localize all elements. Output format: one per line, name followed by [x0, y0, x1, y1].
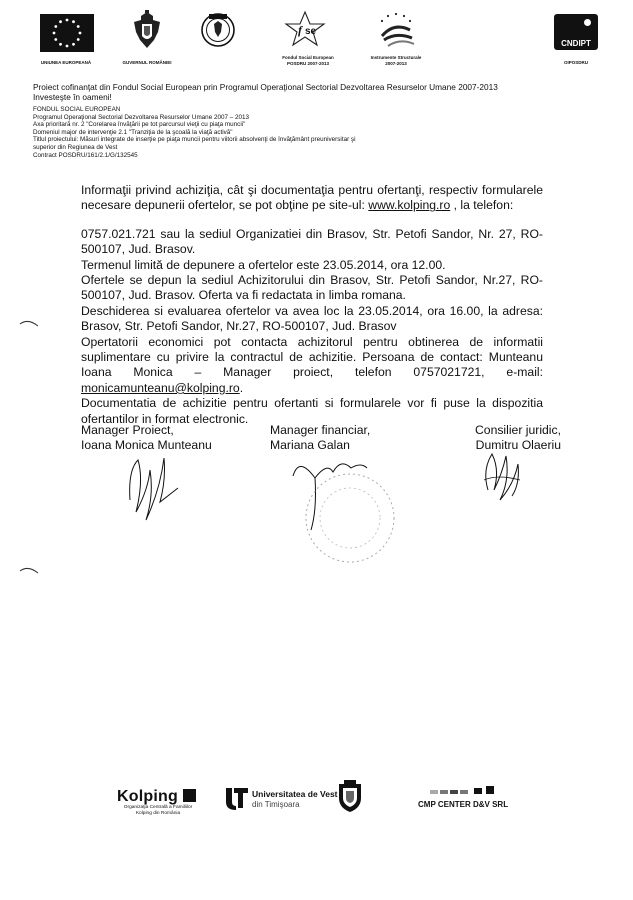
ministry-seal-icon	[201, 12, 235, 48]
cmp-name: CMP CENTER D&V SRL	[418, 800, 509, 809]
romania-coat-of-arms-icon	[130, 10, 164, 54]
fse-caption-2: POSDRU 2007-2013	[286, 61, 330, 66]
uvt-name-line2: din Timişoara	[252, 800, 300, 809]
fse-logo	[283, 10, 327, 48]
svg-text:se: se	[305, 26, 317, 37]
kolping-site-link[interactable]: www.kolping.ro	[368, 198, 451, 213]
round-stamp	[300, 470, 400, 566]
body-line: Opertatorii economici pot contacta achizitorul pentru obtinerea de informatii	[81, 334, 543, 349]
body-line: Ofertele se depun la sediul Achizitorului din Brasov, Str. Petofi Sandor, Nr.27, RO-	[81, 273, 543, 288]
body-line: Brasov, Str. Petofi Sandor, Nr.27, RO-500107, Jud. Brasov	[81, 319, 397, 334]
structural-instruments-logo	[374, 10, 418, 50]
handwritten-signature-3	[478, 440, 528, 510]
is-caption-2: 2007-2013	[385, 61, 407, 66]
cndipt-logo	[554, 14, 598, 50]
signature-name: Dumitru Olaeriu	[475, 438, 561, 453]
project-info-line: Contract POSDRU/161/2.1/G/132545	[33, 151, 138, 159]
body-text-span: , la telefon:	[450, 198, 514, 213]
signature-role: Manager financiar,	[270, 423, 371, 437]
oposdru-caption: OIPOSDRU	[563, 60, 588, 65]
body-line: ofertantilor in format electronic.	[81, 411, 249, 426]
body-line: Informaţii privind achiziţia, cât şi documentaţia pentru ofertanţi, respectiv formularele	[81, 183, 543, 197]
project-info-block	[33, 106, 593, 159]
uvt-name-line1: Universitatea de Vest	[252, 789, 338, 799]
gov-caption: GUVERNUL ROMÂNIEI	[122, 60, 172, 65]
body-line: 0757.021.721 sau la sediul Organizatiei din Brasov, Str. Petofi Sandor, Nr. 27, RO-	[81, 226, 543, 241]
uvt-logo-icon	[224, 786, 250, 810]
body-line: suplimentare cu privire la contractul de achizitie. Persoana de contact: Munteanu	[81, 350, 543, 365]
cndipt-dot-icon	[584, 19, 591, 26]
kolping-subtitle-2: Kolping din România	[135, 811, 181, 816]
crest-icon	[336, 780, 364, 814]
body-line: 500107, Jud. Brasov. Oferta va fi redactata in limba romana.	[81, 288, 406, 303]
kolping-square-icon	[183, 789, 196, 802]
body-text-span: necesare depunerii ofertelor, se pot obţine pe site-ul:	[81, 198, 369, 213]
kolping-logo-text: Kolping	[117, 788, 178, 805]
body-line	[81, 381, 543, 396]
body-line: Documentatia de achizitie pentru ofertanti si formularele vor fi puse la dispozitia	[81, 396, 543, 411]
signature-name: Mariana Galan	[270, 438, 350, 453]
project-info-line: Programul Operaţional Sectorial Dezvoltarea Resurselor Umane 2007 – 2013	[33, 113, 249, 121]
body-line: Ioana Monica – Manager proiect, telefon 0757021721, e-mail:	[81, 365, 543, 380]
signature-role: Manager Proiect,	[81, 423, 174, 437]
project-info-line: Axa prioritară nr. 2 "Corelarea învăţării pe tot parcursul vieţii cu piaţa muncii"	[33, 121, 246, 129]
handwritten-signature-1	[120, 440, 190, 530]
cmp-logo-icon	[430, 786, 498, 796]
fse-caption-1: Fondul Social European	[282, 55, 334, 60]
project-info-line: Titlul proiectului: Măsuri integrate de inserţie pe piaţa muncii pentru viitorii absolvenţi de învăţământ preuniversitar şi	[33, 136, 356, 144]
body-line	[81, 198, 543, 213]
signature-role: Consilier juridic,	[474, 423, 561, 437]
cndipt-badge-label: CNDIPT	[561, 39, 591, 48]
slogan-line: Investeşte în oameni!	[33, 92, 112, 102]
project-info-line: superior din Regiunea de Vest	[33, 143, 118, 151]
svg-text:f: f	[298, 23, 302, 37]
kolping-subtitle-1: Organizaţia Centrală a Familiilor	[123, 805, 193, 810]
body-text-span: .	[239, 380, 244, 395]
signature-name: Ioana Monica Munteanu	[81, 438, 212, 453]
body-line: Deschiderea si evaluarea ofertelor va avea loc la 23.05.2014, ora 16.00, la adresa:	[81, 303, 543, 318]
body-line: 500107, Jud. Brasov.	[81, 242, 196, 257]
eu-caption: UNIUNEA EUROPEANĂ	[40, 60, 92, 65]
project-info-line: Domeniul major de intervenţie 2.1 "Tranziţia de la şcoală la viaţă activă"	[33, 128, 233, 136]
body-line: Termenul limită de depunere a ofertelor este 23.05.2014, ora 12.00.	[81, 257, 446, 272]
body-text	[81, 183, 543, 427]
contact-email-link[interactable]: monicamunteanu@kolping.ro	[81, 380, 240, 395]
is-caption-1: Instrumente Structurale	[370, 55, 422, 60]
eu-flag-logo	[40, 14, 94, 52]
cofinancing-line: Proiect cofinanţat din Fondul Social European prin Programul Operaţional Sectorial Dezvoltarea Resurselor Umane 2007-2013	[33, 82, 498, 92]
margin-mark-icon	[18, 565, 40, 575]
margin-mark-icon	[18, 318, 40, 328]
project-info-line: FONDUL SOCIAL EUROPEAN	[33, 106, 121, 113]
